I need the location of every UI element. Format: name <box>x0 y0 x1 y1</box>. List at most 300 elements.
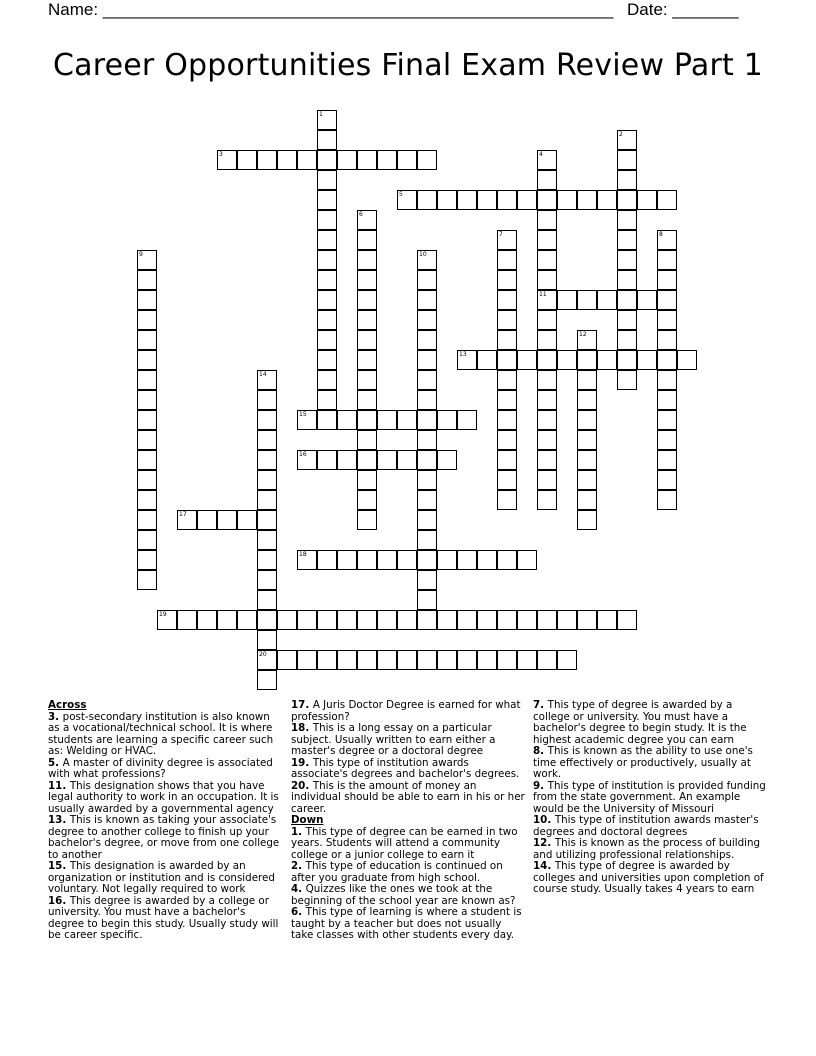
grid-cell[interactable] <box>497 410 517 430</box>
clue-heading-across: Across <box>48 699 87 711</box>
grid-cell[interactable] <box>677 350 697 370</box>
grid-cell[interactable] <box>497 430 517 450</box>
grid-cell[interactable] <box>417 390 437 410</box>
clue-number-label: 13. <box>48 814 70 826</box>
grid-cell[interactable] <box>357 410 377 430</box>
grid-cell[interactable] <box>477 650 497 670</box>
grid-cell[interactable] <box>537 490 557 510</box>
clue-item <box>533 700 768 746</box>
grid-cell[interactable] <box>297 410 317 430</box>
grid-cell[interactable] <box>497 650 517 670</box>
grid-cell[interactable] <box>417 150 437 170</box>
grid-cell[interactable] <box>137 270 157 290</box>
grid-cell[interactable] <box>397 410 417 430</box>
grid-cell[interactable] <box>457 350 477 370</box>
grid-cell[interactable] <box>417 330 437 350</box>
grid-cell[interactable] <box>137 370 157 390</box>
grid-cell[interactable] <box>337 610 357 630</box>
grid-cell[interactable] <box>357 650 377 670</box>
clue-column-3 <box>533 700 768 896</box>
grid-cell[interactable] <box>137 410 157 430</box>
grid-cell[interactable] <box>357 610 377 630</box>
clue-item <box>291 723 526 758</box>
grid-cell[interactable] <box>397 610 417 630</box>
grid-cell[interactable] <box>357 310 377 330</box>
grid-cell[interactable] <box>457 550 477 570</box>
grid-cell[interactable] <box>137 570 157 590</box>
grid-cell[interactable] <box>617 290 637 310</box>
grid-cell[interactable] <box>517 610 537 630</box>
clue-number-label: 16. <box>48 894 70 907</box>
grid-cell[interactable] <box>357 510 377 530</box>
grid-cell[interactable] <box>237 610 257 630</box>
grid-cell[interactable] <box>217 150 237 170</box>
grid-cell[interactable] <box>577 290 597 310</box>
grid-cell[interactable] <box>577 510 597 530</box>
grid-cell[interactable] <box>617 270 637 290</box>
grid-cell[interactable] <box>137 430 157 450</box>
grid-cell[interactable] <box>537 350 557 370</box>
grid-cell[interactable] <box>557 190 577 210</box>
grid-cell[interactable] <box>417 570 437 590</box>
grid-cell[interactable] <box>257 590 277 610</box>
grid-cell[interactable] <box>577 450 597 470</box>
grid-cell[interactable] <box>137 550 157 570</box>
grid-cell[interactable] <box>317 210 337 230</box>
grid-cell[interactable] <box>377 550 397 570</box>
clue-number-label: 2. <box>291 860 306 872</box>
grid-cell[interactable] <box>417 510 437 530</box>
grid-cell[interactable] <box>317 170 337 190</box>
grid-cell[interactable] <box>337 650 357 670</box>
grid-cell[interactable] <box>337 410 357 430</box>
grid-cell[interactable] <box>437 610 457 630</box>
grid-cell[interactable] <box>537 290 557 310</box>
clue-text: This degree is awarded by a college or university. You must have a bachelor's degree to begin this study. Usually study will be career specific. <box>48 894 279 941</box>
grid-cell[interactable] <box>297 610 317 630</box>
clue-column-2 <box>291 700 526 942</box>
grid-cell[interactable] <box>477 610 497 630</box>
grid-cell[interactable] <box>417 650 437 670</box>
grid-cell[interactable] <box>537 430 557 450</box>
grid-cell[interactable] <box>657 290 677 310</box>
grid-cell[interactable] <box>457 610 477 630</box>
grid-cell[interactable] <box>357 290 377 310</box>
grid-cell[interactable] <box>537 170 557 190</box>
clue-number: 13 <box>459 351 467 358</box>
grid-cell[interactable] <box>657 190 677 210</box>
grid-cell[interactable] <box>377 450 397 470</box>
clue-item <box>291 700 526 723</box>
grid-cell[interactable] <box>577 190 597 210</box>
grid-cell[interactable] <box>317 390 337 410</box>
grid-cell[interactable] <box>437 450 457 470</box>
grid-cell[interactable] <box>257 570 277 590</box>
grid-cell[interactable] <box>337 450 357 470</box>
grid-cell[interactable] <box>617 150 637 170</box>
grid-cell[interactable] <box>417 250 437 270</box>
grid-cell[interactable] <box>497 330 517 350</box>
grid-cell[interactable] <box>657 250 677 270</box>
grid-cell[interactable] <box>637 290 657 310</box>
clue-item <box>48 758 283 781</box>
clue-number: 2 <box>619 131 623 138</box>
grid-cell[interactable] <box>637 190 657 210</box>
grid-cell[interactable] <box>277 650 297 670</box>
grid-cell[interactable] <box>497 610 517 630</box>
grid-cell[interactable] <box>237 510 257 530</box>
grid-cell[interactable] <box>317 350 337 370</box>
grid-cell[interactable] <box>417 590 437 610</box>
grid-cell[interactable] <box>577 370 597 390</box>
grid-cell[interactable] <box>477 550 497 570</box>
grid-cell[interactable] <box>497 550 517 570</box>
grid-cell[interactable] <box>417 470 437 490</box>
grid-cell[interactable] <box>437 410 457 430</box>
grid-cell[interactable] <box>317 310 337 330</box>
grid-cell[interactable] <box>497 190 517 210</box>
clue-text: This type of learning is where a student is taught by a teacher but does not usually take classes with other students every day. <box>291 906 522 941</box>
grid-cell[interactable] <box>617 310 637 330</box>
grid-cell[interactable] <box>257 550 277 570</box>
grid-cell[interactable] <box>577 390 597 410</box>
grid-cell[interactable] <box>257 150 277 170</box>
grid-cell[interactable] <box>537 270 557 290</box>
grid-cell[interactable] <box>437 650 457 670</box>
grid-cell[interactable] <box>317 410 337 430</box>
grid-cell[interactable] <box>657 490 677 510</box>
grid-cell[interactable] <box>577 410 597 430</box>
grid-cell[interactable] <box>417 370 437 390</box>
grid-cell[interactable] <box>537 310 557 330</box>
grid-cell[interactable] <box>137 350 157 370</box>
grid-cell[interactable] <box>657 390 677 410</box>
grid-cell[interactable] <box>257 490 277 510</box>
clue-text: A master of divinity degree is associated with what professions? <box>48 756 273 780</box>
grid-cell[interactable] <box>257 370 277 390</box>
grid-cell[interactable] <box>617 330 637 350</box>
grid-cell[interactable] <box>297 650 317 670</box>
grid-cell[interactable] <box>497 490 517 510</box>
grid-cell[interactable] <box>177 610 197 630</box>
grid-cell[interactable] <box>317 230 337 250</box>
grid-cell[interactable] <box>357 150 377 170</box>
grid-cell[interactable] <box>577 430 597 450</box>
grid-cell[interactable] <box>417 490 437 510</box>
grid-cell[interactable] <box>617 130 637 150</box>
grid-cell[interactable] <box>317 330 337 350</box>
clue-number: 9 <box>139 251 143 258</box>
grid-cell[interactable] <box>517 550 537 570</box>
grid-cell[interactable] <box>577 350 597 370</box>
grid-cell[interactable] <box>577 330 597 350</box>
grid-cell[interactable] <box>417 550 437 570</box>
grid-cell[interactable] <box>257 650 277 670</box>
clue-number-label: 8. <box>533 745 548 757</box>
grid-cell[interactable] <box>537 250 557 270</box>
clue-number: 14 <box>259 371 267 378</box>
grid-cell[interactable] <box>177 510 197 530</box>
grid-cell[interactable] <box>337 550 357 570</box>
grid-cell[interactable] <box>317 130 337 150</box>
grid-cell[interactable] <box>157 610 177 630</box>
grid-cell[interactable] <box>257 410 277 430</box>
clue-number: 3 <box>219 151 223 158</box>
grid-cell[interactable] <box>637 350 657 370</box>
grid-cell[interactable] <box>257 530 277 550</box>
grid-cell[interactable] <box>497 310 517 330</box>
grid-cell[interactable] <box>137 310 157 330</box>
grid-cell[interactable] <box>317 450 337 470</box>
grid-cell[interactable] <box>517 190 537 210</box>
grid-cell[interactable] <box>497 370 517 390</box>
grid-cell[interactable] <box>317 110 337 130</box>
grid-cell[interactable] <box>477 350 497 370</box>
clue-number: 16 <box>299 451 307 458</box>
grid-cell[interactable] <box>257 390 277 410</box>
grid-cell[interactable] <box>457 190 477 210</box>
grid-cell[interactable] <box>357 270 377 290</box>
grid-cell[interactable] <box>397 190 417 210</box>
grid-cell[interactable] <box>257 510 277 530</box>
grid-cell[interactable] <box>417 350 437 370</box>
clue-text: This type of degree can be earned in two years. Students will attend a community college or a junior college to earn it <box>291 825 518 861</box>
grid-cell[interactable] <box>657 430 677 450</box>
clue-number-label: 6. <box>291 906 306 918</box>
grid-cell[interactable] <box>617 350 637 370</box>
grid-cell[interactable] <box>497 270 517 290</box>
grid-cell[interactable] <box>137 290 157 310</box>
clue-text: This type of degree is awarded by colleges and universities upon completion of course study. Usually takes 4 years to earn <box>533 860 764 895</box>
grid-cell[interactable] <box>297 150 317 170</box>
clue-item <box>533 781 768 816</box>
grid-cell[interactable] <box>357 230 377 250</box>
grid-cell[interactable] <box>137 490 157 510</box>
grid-cell[interactable] <box>357 330 377 350</box>
grid-cell[interactable] <box>537 410 557 430</box>
grid-cell[interactable] <box>497 350 517 370</box>
grid-cell[interactable] <box>497 250 517 270</box>
clue-number: 8 <box>659 231 663 238</box>
grid-cell[interactable] <box>417 310 437 330</box>
grid-cell[interactable] <box>257 450 277 470</box>
grid-cell[interactable] <box>597 350 617 370</box>
grid-cell[interactable] <box>577 490 597 510</box>
grid-cell[interactable] <box>317 650 337 670</box>
grid-cell[interactable] <box>197 610 217 630</box>
grid-cell[interactable] <box>317 190 337 210</box>
grid-cell[interactable] <box>217 510 237 530</box>
grid-cell[interactable] <box>497 470 517 490</box>
grid-cell[interactable] <box>557 650 577 670</box>
grid-cell[interactable] <box>357 490 377 510</box>
grid-cell[interactable] <box>297 550 317 570</box>
clue-number: 11 <box>539 291 547 298</box>
grid-cell[interactable] <box>617 170 637 190</box>
grid-cell[interactable] <box>437 550 457 570</box>
clue-number: 7 <box>499 231 503 238</box>
grid-cell[interactable] <box>537 210 557 230</box>
grid-cell[interactable] <box>537 390 557 410</box>
grid-cell[interactable] <box>317 550 337 570</box>
grid-cell[interactable] <box>497 390 517 410</box>
grid-cell[interactable] <box>357 450 377 470</box>
grid-cell[interactable] <box>577 610 597 630</box>
grid-cell[interactable] <box>417 430 437 450</box>
grid-cell[interactable] <box>657 330 677 350</box>
grid-cell[interactable] <box>417 270 437 290</box>
grid-cell[interactable] <box>317 610 337 630</box>
grid-cell[interactable] <box>517 650 537 670</box>
clue-text: This is a long essay on a particular subject. Usually written to earn either a master's degree or a doctoral degree <box>291 722 496 757</box>
grid-cell[interactable] <box>657 310 677 330</box>
grid-cell[interactable] <box>217 610 237 630</box>
grid-cell[interactable] <box>537 190 557 210</box>
clue-text: This type of degree is awarded by a college or university. You must have a bachelor's degree to begin study. It is the highest academic degree you can earn <box>533 699 747 746</box>
grid-cell[interactable] <box>257 630 277 650</box>
grid-cell[interactable] <box>337 150 357 170</box>
clue-number: 19 <box>159 611 167 618</box>
grid-cell[interactable] <box>257 430 277 450</box>
clue-number: 20 <box>259 651 267 658</box>
grid-cell[interactable] <box>457 410 477 430</box>
grid-cell[interactable] <box>617 370 637 390</box>
grid-cell[interactable] <box>137 470 157 490</box>
grid-cell[interactable] <box>657 270 677 290</box>
clue-item <box>291 781 526 816</box>
grid-cell[interactable] <box>617 190 637 210</box>
grid-cell[interactable] <box>597 190 617 210</box>
grid-cell[interactable] <box>537 610 557 630</box>
grid-cell[interactable] <box>257 610 277 630</box>
clue-text: A Juris Doctor Degree is earned for what profession? <box>291 699 521 723</box>
grid-cell[interactable] <box>357 390 377 410</box>
grid-cell[interactable] <box>537 150 557 170</box>
clue-number: 6 <box>359 211 363 218</box>
grid-cell[interactable] <box>537 450 557 470</box>
grid-cell[interactable] <box>397 550 417 570</box>
clue-number-label: 12. <box>533 837 555 849</box>
grid-cell[interactable] <box>277 150 297 170</box>
grid-cell[interactable] <box>417 450 437 470</box>
grid-cell[interactable] <box>537 330 557 350</box>
grid-cell[interactable] <box>597 610 617 630</box>
grid-cell[interactable] <box>277 610 297 630</box>
grid-cell[interactable] <box>237 150 257 170</box>
name-line[interactable]: Name: ______________________________________________________ <box>48 0 614 19</box>
grid-cell[interactable] <box>357 350 377 370</box>
grid-cell[interactable] <box>537 470 557 490</box>
grid-cell[interactable] <box>497 230 517 250</box>
grid-cell[interactable] <box>417 410 437 430</box>
grid-cell[interactable] <box>137 510 157 530</box>
grid-cell[interactable] <box>317 270 337 290</box>
grid-cell[interactable] <box>357 470 377 490</box>
grid-cell[interactable] <box>377 610 397 630</box>
grid-cell[interactable] <box>517 350 537 370</box>
grid-cell[interactable] <box>457 650 477 670</box>
grid-cell[interactable] <box>357 210 377 230</box>
grid-cell[interactable] <box>617 250 637 270</box>
grid-cell[interactable] <box>537 370 557 390</box>
grid-cell[interactable] <box>137 330 157 350</box>
grid-cell[interactable] <box>357 550 377 570</box>
grid-cell[interactable] <box>657 410 677 430</box>
grid-cell[interactable] <box>417 190 437 210</box>
grid-cell[interactable] <box>377 150 397 170</box>
grid-cell[interactable] <box>657 230 677 250</box>
grid-cell[interactable] <box>357 250 377 270</box>
clue-item <box>48 861 283 896</box>
grid-cell[interactable] <box>617 230 637 250</box>
grid-cell[interactable] <box>497 450 517 470</box>
grid-cell[interactable] <box>417 530 437 550</box>
grid-cell[interactable] <box>417 290 437 310</box>
grid-cell[interactable] <box>377 410 397 430</box>
grid-cell[interactable] <box>657 450 677 470</box>
grid-cell[interactable] <box>657 350 677 370</box>
clue-number: 5 <box>399 191 403 198</box>
grid-cell[interactable] <box>357 430 377 450</box>
grid-cell[interactable] <box>557 290 577 310</box>
clue-number: 10 <box>419 251 427 258</box>
grid-cell[interactable] <box>257 470 277 490</box>
clue-number: 4 <box>539 151 543 158</box>
grid-cell[interactable] <box>657 470 677 490</box>
grid-cell[interactable] <box>317 370 337 390</box>
grid-cell[interactable] <box>437 190 457 210</box>
clue-item <box>291 861 526 884</box>
grid-cell[interactable] <box>397 650 417 670</box>
grid-cell[interactable] <box>257 670 277 690</box>
grid-cell[interactable] <box>537 650 557 670</box>
grid-cell[interactable] <box>557 610 577 630</box>
clue-text: This is known as the process of building and utilizing professional relationships. <box>533 837 761 861</box>
grid-cell[interactable] <box>617 210 637 230</box>
grid-cell[interactable] <box>477 190 497 210</box>
clue-number-label: 1. <box>291 825 306 838</box>
grid-cell[interactable] <box>377 650 397 670</box>
grid-cell[interactable] <box>537 230 557 250</box>
grid-cell[interactable] <box>397 450 417 470</box>
grid-cell[interactable] <box>397 150 417 170</box>
grid-cell[interactable] <box>317 150 337 170</box>
grid-cell[interactable] <box>317 250 337 270</box>
puzzle-title: Career Opportunities Final Exam Review Part 1 <box>53 48 763 83</box>
clue-item <box>48 896 283 942</box>
clue-number-label: 4. <box>291 883 306 895</box>
grid-cell[interactable] <box>577 470 597 490</box>
grid-cell[interactable] <box>197 510 217 530</box>
grid-cell[interactable] <box>617 610 637 630</box>
grid-cell[interactable] <box>137 450 157 470</box>
date-line[interactable]: Date: _______ <box>627 0 739 19</box>
grid-cell[interactable] <box>497 290 517 310</box>
grid-cell[interactable] <box>317 290 337 310</box>
grid-cell[interactable] <box>137 530 157 550</box>
grid-cell[interactable] <box>557 350 577 370</box>
grid-cell[interactable] <box>357 370 377 390</box>
clue-item <box>533 838 768 861</box>
grid-cell[interactable] <box>137 390 157 410</box>
grid-cell[interactable] <box>137 250 157 270</box>
clue-text: This is known as taking your associate's degree to another college to finish up your bachelor's degree, or move from one college to another <box>48 814 280 861</box>
clue-number-label: 20. <box>291 779 313 792</box>
grid-cell[interactable] <box>297 450 317 470</box>
grid-cell[interactable] <box>597 290 617 310</box>
grid-cell[interactable] <box>657 370 677 390</box>
grid-cell[interactable] <box>417 610 437 630</box>
